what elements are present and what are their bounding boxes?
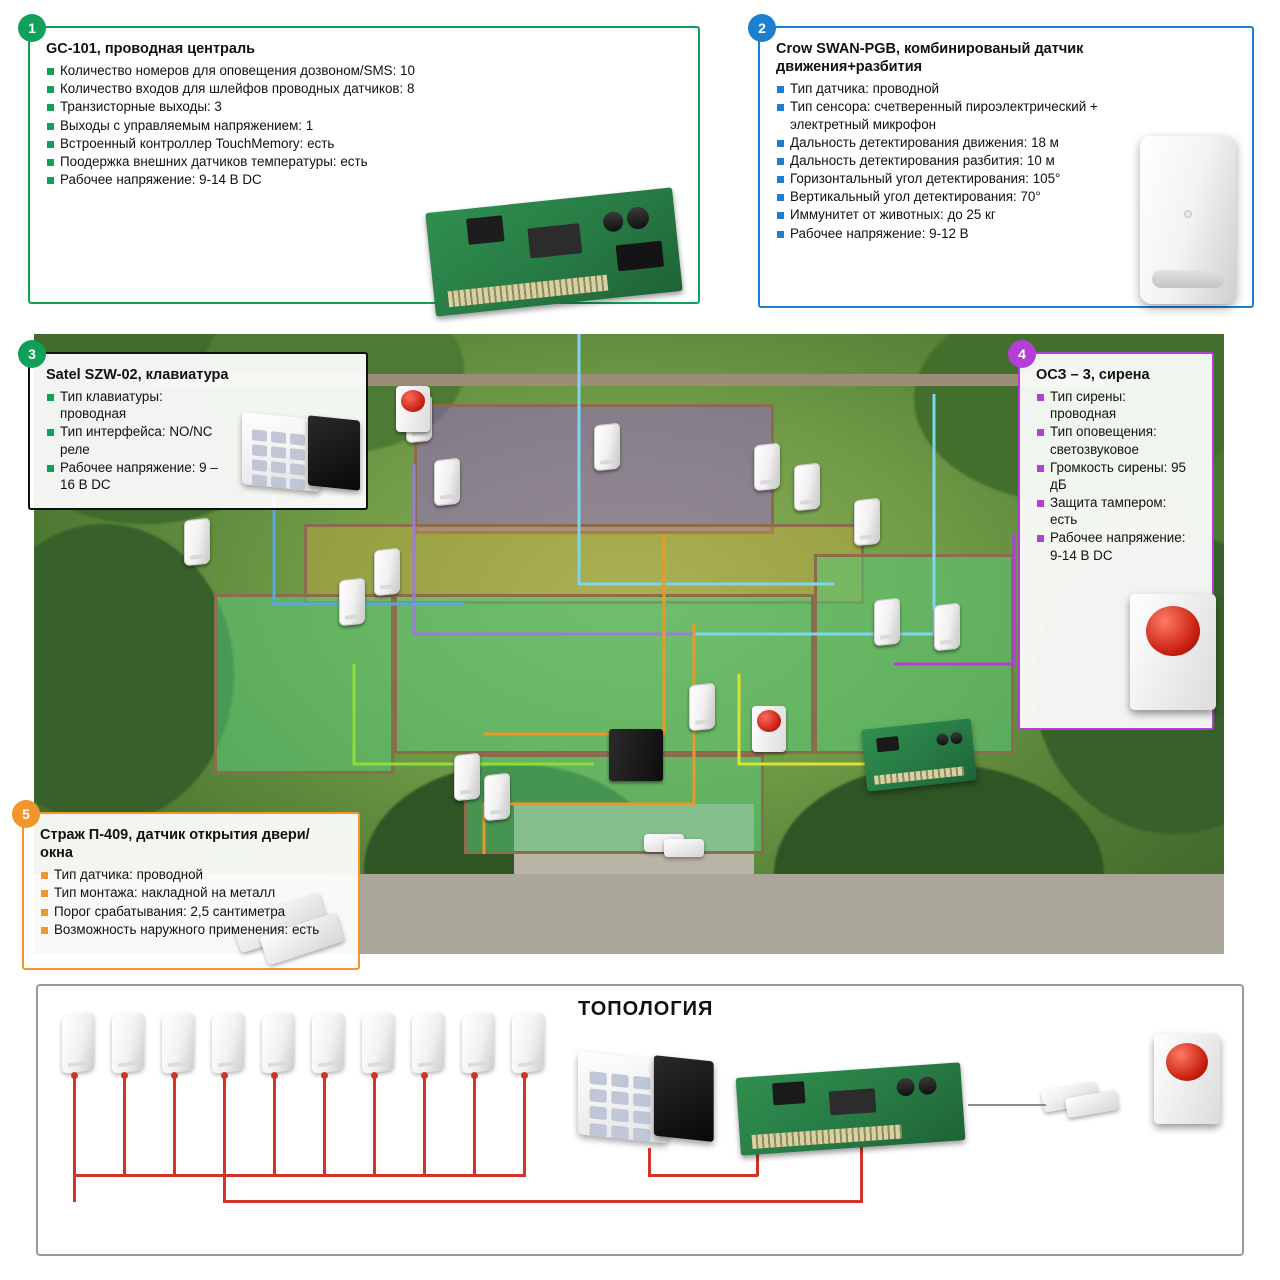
callout-badge-4: 4 bbox=[1008, 340, 1036, 368]
terminal-header bbox=[874, 766, 964, 784]
wire-bus bbox=[73, 1174, 526, 1177]
motion-sensor bbox=[794, 463, 820, 512]
list-item: Громкость сирены: 95 дБ bbox=[1036, 459, 1186, 493]
list-item: Защита тампером: есть bbox=[1036, 494, 1186, 528]
topology-motion-sensor bbox=[162, 1012, 194, 1074]
wire-segment bbox=[273, 1076, 276, 1176]
siren-dome bbox=[757, 710, 781, 732]
list-item: Встроенный контроллер TouchMemory: есть bbox=[46, 135, 684, 152]
terminal-header bbox=[448, 275, 609, 308]
wire-segment bbox=[223, 1076, 226, 1202]
list-item: Рабочее напряжение: 9 – 16 В DC bbox=[46, 459, 231, 493]
topology-motion-sensor bbox=[112, 1012, 144, 1074]
wire-segment bbox=[473, 1076, 476, 1176]
callout-spec-list bbox=[46, 388, 231, 493]
motion-sensor bbox=[754, 443, 780, 492]
topology-control-panel bbox=[736, 1062, 966, 1156]
topology-motion-sensor bbox=[462, 1012, 494, 1074]
siren-device bbox=[752, 706, 786, 752]
list-item: Рабочее напряжение: 9-14 В DC bbox=[46, 171, 684, 188]
topology-motion-sensor bbox=[62, 1012, 94, 1074]
list-item: Дальность детектирования движения: 18 м bbox=[776, 134, 1136, 151]
gsm-module bbox=[829, 1088, 877, 1115]
list-item: Поодержка внешних датчиков температуры: есть bbox=[46, 153, 684, 170]
list-item: Количество входов для шлейфов проводных датчиков: 8 bbox=[46, 80, 684, 97]
siren-dome bbox=[1166, 1043, 1208, 1081]
keypad-keys bbox=[252, 429, 305, 491]
callout-title: Satel SZW-02, клавиатура bbox=[46, 367, 229, 383]
list-item: Тип монтажа: накладной на металл bbox=[40, 884, 330, 901]
callout-badge-2: 2 bbox=[748, 14, 776, 42]
topology-motion-sensor bbox=[362, 1012, 394, 1074]
motion-sensor bbox=[434, 458, 460, 507]
touchmemory-reader bbox=[654, 1055, 714, 1142]
wire-segment bbox=[423, 1076, 426, 1176]
control-panel-photo bbox=[425, 187, 683, 316]
topology-panel bbox=[36, 984, 1244, 1256]
callout-title: GC-101, проводная централь bbox=[46, 41, 256, 57]
topology-siren bbox=[1154, 1034, 1220, 1124]
motion-sensor bbox=[339, 578, 365, 627]
wire-segment bbox=[323, 1076, 326, 1176]
chip bbox=[876, 736, 899, 752]
capacitor bbox=[602, 211, 624, 233]
siren-device bbox=[396, 386, 430, 432]
callout-badge-1: 1 bbox=[18, 14, 46, 42]
callout-badge-3: 3 bbox=[18, 340, 46, 368]
relay-block bbox=[466, 215, 505, 245]
topology-motion-sensor bbox=[262, 1012, 294, 1074]
callout-spec-list bbox=[40, 866, 330, 938]
door-contact-device bbox=[664, 839, 704, 857]
list-item: Тип сирены: проводная bbox=[1036, 388, 1186, 422]
wire-segment bbox=[373, 1076, 376, 1176]
list-item: Тип клавиатуры: проводная bbox=[46, 388, 231, 422]
topology-title: ТОПОЛОГИЯ bbox=[578, 998, 714, 1020]
motion-sensor bbox=[594, 423, 620, 472]
callout-badge-5: 5 bbox=[12, 800, 40, 828]
capacitor bbox=[918, 1076, 937, 1095]
callout-satel-keypad[interactable] bbox=[28, 346, 368, 510]
connector-block bbox=[616, 241, 664, 272]
capacitor bbox=[936, 733, 949, 746]
siren-dome bbox=[401, 390, 425, 412]
motion-sensor bbox=[934, 603, 960, 652]
callout-title: Crow SWAN-PGB, комбинированый датчик движения+разбития bbox=[776, 41, 1084, 76]
wire-segment bbox=[73, 1076, 76, 1202]
motion-sensor bbox=[874, 598, 900, 647]
motion-sensor bbox=[689, 683, 715, 732]
topology-motion-sensor bbox=[312, 1012, 344, 1074]
list-item: Дальность детектирования разбития: 10 м bbox=[776, 152, 1136, 169]
gsm-module bbox=[527, 223, 582, 258]
callout-osz3-siren[interactable] bbox=[1018, 346, 1214, 730]
terminal-header bbox=[752, 1125, 903, 1149]
topology-keypad bbox=[578, 1056, 721, 1141]
motion-sensor bbox=[854, 498, 880, 547]
list-item: Вертикальный угол детектирования: 70° bbox=[776, 188, 1136, 205]
list-item: Порог срабатывания: 2,5 сантиметра bbox=[40, 903, 330, 920]
callout-spec-list bbox=[46, 62, 684, 188]
list-item: Выходы с управляемым напряжением: 1 bbox=[46, 117, 684, 134]
capacitor bbox=[950, 731, 963, 744]
list-item: Тип интерфейса: NO/NC реле bbox=[46, 423, 231, 457]
topology-motion-sensor bbox=[212, 1012, 244, 1074]
callout-title: ОСЗ – 3, сирена bbox=[1036, 367, 1150, 383]
wire-bus bbox=[223, 1200, 863, 1203]
list-item: Тип датчика: проводной bbox=[40, 866, 330, 883]
motion-sensor bbox=[374, 548, 400, 597]
list-item: Иммунитет от животных: до 25 кг bbox=[776, 206, 1136, 223]
list-item: Количество номеров для оповещения дозвоном/SMS: 10 bbox=[46, 62, 684, 79]
topology-motion-sensor bbox=[412, 1012, 444, 1074]
wire-segment bbox=[648, 1148, 651, 1176]
callout-spec-list bbox=[1036, 388, 1186, 564]
callout-spec-list bbox=[776, 80, 1136, 241]
capacitor bbox=[896, 1077, 915, 1096]
callout-gc101[interactable] bbox=[28, 20, 700, 304]
siren-dome bbox=[1146, 606, 1200, 656]
capacitor bbox=[626, 206, 650, 230]
callout-strazh-door-contact[interactable] bbox=[22, 806, 360, 970]
motion-sensor bbox=[454, 753, 480, 802]
list-item: Тип сенсора: счетверенный пироэлектрический + электретный микрофон bbox=[776, 98, 1136, 132]
siren-photo bbox=[1130, 594, 1216, 710]
list-item: Тип датчика: проводной bbox=[776, 80, 1136, 97]
wire-segment bbox=[523, 1076, 526, 1176]
motion-sensor-photo bbox=[1140, 136, 1236, 304]
list-item: Горизонтальный угол детектирования: 105° bbox=[776, 170, 1136, 187]
wire-bus bbox=[648, 1174, 758, 1177]
list-item: Возможность наружного применения: есть bbox=[40, 921, 330, 938]
indicator-led bbox=[1184, 210, 1192, 218]
motion-sensor bbox=[184, 518, 210, 567]
control-panel-device bbox=[861, 718, 977, 791]
touchmemory-reader bbox=[308, 415, 360, 490]
wire-segment bbox=[173, 1076, 176, 1176]
keypad-device bbox=[609, 729, 663, 781]
keypad-keys bbox=[590, 1071, 651, 1142]
keypad-photo bbox=[242, 416, 366, 490]
topology-motion-sensor bbox=[512, 1012, 544, 1074]
list-item: Рабочее напряжение: 9-14 В DC bbox=[1036, 529, 1186, 563]
list-item: Тип оповещения: светозвуковое bbox=[1036, 423, 1186, 457]
wire-segment bbox=[123, 1076, 126, 1176]
list-item: Рабочее напряжение: 9-12 В bbox=[776, 225, 1136, 242]
motion-sensor bbox=[484, 773, 510, 822]
callout-title: Страж П-409, датчик открытия двери/окна bbox=[40, 827, 310, 862]
callout-swan-pgb[interactable] bbox=[758, 20, 1254, 308]
relay-block bbox=[772, 1081, 805, 1105]
sensor-lens bbox=[1152, 270, 1224, 288]
wire-segment bbox=[968, 1104, 1046, 1106]
list-item: Транзисторные выходы: 3 bbox=[46, 98, 684, 115]
